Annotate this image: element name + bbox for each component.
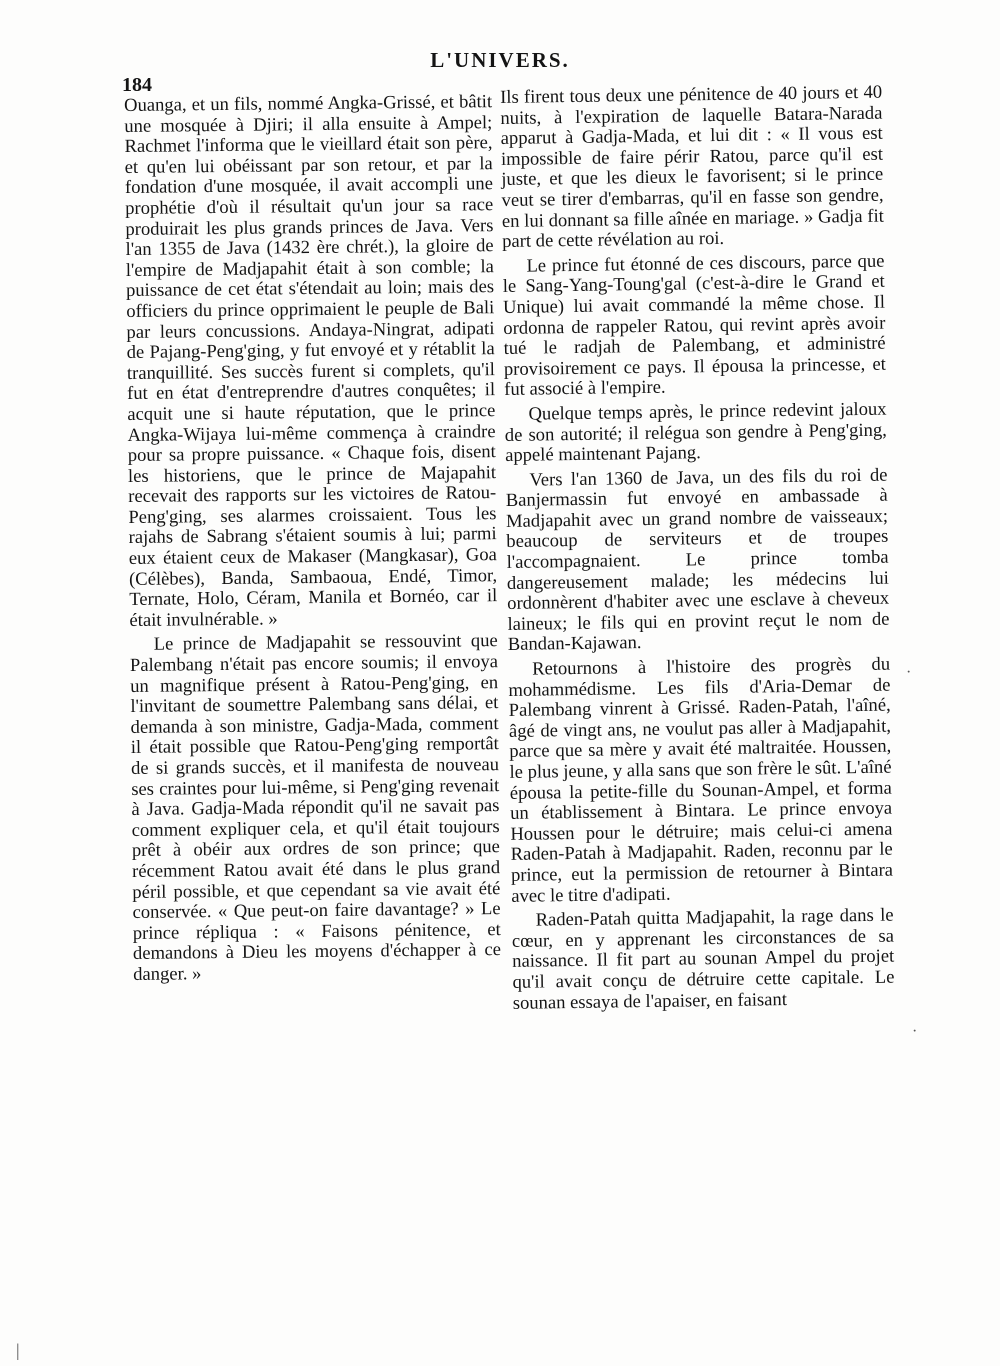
paragraph: Vers l'an 1360 de Java, un des fils du roi de Banjermassin fut envoyé en ambassade à Madjapahit avec un grand nombre de vaisseaux; beaucoup de serviteurs et de troupes l'accompagnaient. Le prince tomba dangereusement malade; les médecins lui ordonnèrent d'habiter avec une esclave à cheveux laineux; le fils qui en provint reçut le nom de Bandan-Kajawan. xyxy=(505,464,890,656)
paragraph: Le prince de Madjapahit se ressouvint que Palembang n'était pas encore soumis; il envoya un magnifique présent à Ratou-Peng'ging, en l'invitant de soumettre Palembang sans délai, et demanda à son ministre, Gadja-Mada, comment il était possible que Ratou-Peng'ging remportât de si grands succès, et il manifesta de nouveau ses craintes pour lui-même, si Peng'ging revenait à Java. Gadja-Mada répondit qu'il ne savait pas comment expliquer cela, et qu'il était toujours prêt à obéir aux ordres de son prince; que récemment Ratou avait été dans le plus grand péril possible, et que cependant sa vie avait été conservée. « Que peut-on faire davantage? » Le prince répliqua : « Faisons pénitence, et demandons à Dieu les moyens d'échapper à ce danger. » xyxy=(129,630,502,985)
paragraph: Quelque temps après, le prince redevint jaloux de son autorité; il relégua son gendre à Peng'ging, appelé maintenant Pajang. xyxy=(504,398,887,467)
right-text-column xyxy=(500,83,895,1014)
margin-dot-mark: · xyxy=(906,664,912,681)
margin-dot-mark: · xyxy=(912,1023,918,1040)
paragraph: Ils firent tous deux une pénitence de 40 jours et 40 nuits, à l'expiration de laquelle Batara-Narada apparut à Gadja-Mada, et lui dit : « Il vous est impossible de faire périr Ratou, parce qu'il est juste, et que les dieux le favorisent; si le prince veut se tirer d'embarras, qu'il en fasse son gendre, en lui donnant sa fille aînée en mariage. » Gadja fit part de cette révélation au roi. xyxy=(499,81,884,253)
running-header-title: L'UNIVERS. xyxy=(430,48,570,72)
paragraph: Ouanga, et un fils, nommé Angka-Grissé, et bâtit une mosquée à Djiri; il alla ensuite à Ampel; Rachmet l'informa que le vieillard était son père, et qu'en lui obéissant par son retour, et par la fondation d'une mosquée, il avait accompli une prophétie d'où il résultait qu'un jour sa race produirait les plus grands princes de Java. Vers l'an 1355 de Java (1432 ère chrét.), la gloire de l'empire de Madjapahit était à son comble; la puissance de cet état s'étendait au loin; mais des officiers du prince opprimaient le peuple de Bali par leurs concussions. Andaya-Ningrat, adipati de Pajang-Peng'ging, y fut envoyé et y rétablit la tranquillité. Ses succès furent si complets, qu'il fut en état d'entreprendre d'autres conquêtes; il acquit une si haute réputation, que le prince Angka-Wijaya lui-même commença à craindre pour sa propre puissance. « Chaque fois, disent les historiens, que le prince de Majapahit recevait des rapports sur les victoires de Ratou-Peng'ging, ses alarmes croissaient. Tous les rajahs de Sabrang s'étaient soumis à lui; parmi eux étaient ceux de Makaser (Mangkasar), Goa (Célèbes), Banda, Sambaoua, Endé, Timor, Ternate, Holo, Céram, Manila et Bornéo, car il était invulnérable. » xyxy=(123,91,498,631)
paragraph: Retournons à l'histoire des progrès du mohammédisme. Les fils d'Aria-Demar de Palembang vinrent à Grissé. Raden-Patah, l'aîné, âgé de vingt ans, ne voulut pas aller à Madjapahit, parce que sa mère y avait été maltraitée. Houssen, le plus jeune, y alla sans que son frère le sût. L'aîné épousa la petite-fille du Sounan-Ampel, et forma un établissement à Bintara. Le prince envoya Houssen pour le détruire; mais celui-ci amena Raden-Patah à Madjapahit. Raden, reconnu par le prince, eut la permission de retourner à Bintara avec le titre d'adipati. xyxy=(508,653,894,907)
paragraph: Le prince fut étonné de ces discours, parce que le Sang-Yang-Toung'gal (c'est-à-dire le Grand et Unique) lui avait commandé la même chose. Il ordonna de rappeler Ratou, qui revint après avoir tué le radjah de Palembang, et administré provisoirement ce pays. Il épousa la princesse, et fut associé à l'empire. xyxy=(502,250,887,401)
page-number: 184 xyxy=(122,74,152,96)
margin-tick-mark: | xyxy=(16,1340,20,1360)
left-text-column xyxy=(124,92,501,985)
paragraph: Raden-Patah quitta Madjapahit, la rage dans le cœur, en y apprenant les circonstances de sa naissance. Il fit part au sounan Ampel du projet qu'il avait conçu de détruire cette capitale. Le sounan essaya de l'apaiser, en faisant xyxy=(511,904,895,1014)
